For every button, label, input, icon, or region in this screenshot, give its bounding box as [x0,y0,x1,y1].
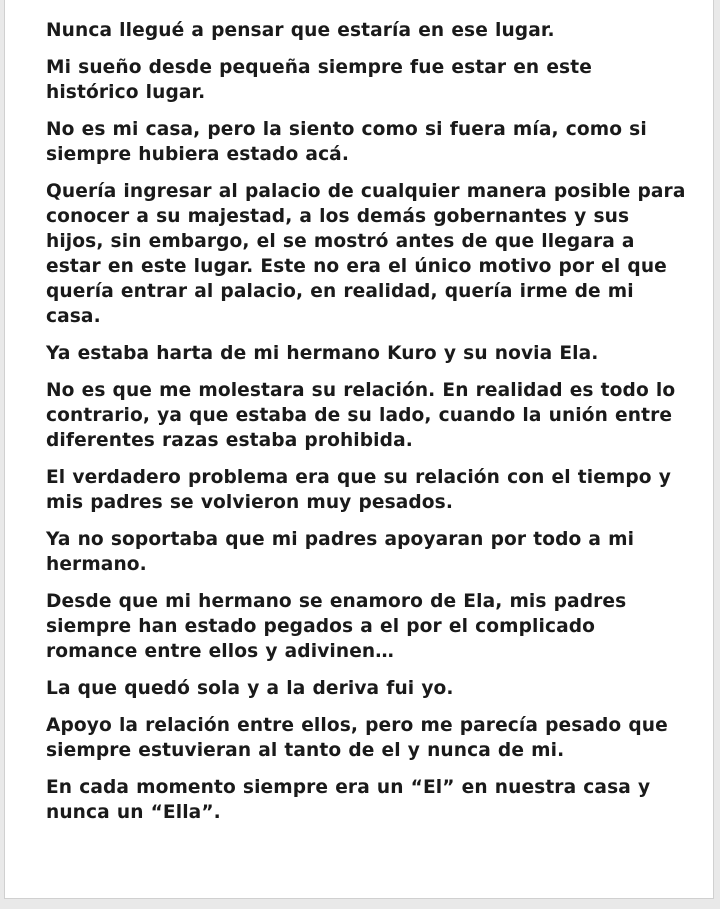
document-page [4,0,714,899]
paragraph: Nunca llegué a pensar que estaría en ese lugar. [46,20,555,41]
paragraph: En cada momento siempre era un “El” en nuestra casa y nunca un “Ella”. [46,777,651,823]
paragraph: Ya no soportaba que mi padres apoyaran por todo a mi hermano. [46,529,635,575]
paragraph: Apoyo la relación entre ellos, pero me parecía pesado que siempre estuvieran al tanto de el y nunca de mi. [46,715,668,761]
paragraph: Desde que mi hermano se enamoro de Ela, mis padres siempre han estado pegados a el por el complicado romance entre ellos y adivinen… [46,591,627,662]
document-body [46,18,686,837]
paragraph: El verdadero problema era que su relación con el tiempo y mis padres se volvieron muy pesados. [46,467,671,513]
paragraph: La que quedó sola y a la deriva fui yo. [46,678,454,699]
paragraph: Mi sueño desde pequeña siempre fue estar en este histórico lugar. [46,57,592,103]
paragraph: Quería ingresar al palacio de cualquier manera posible para conocer a su majestad, a los demás gobernantes y sus hijos, sin embargo, el se mostró antes de que llegara a estar en este lugar. Este no era el único motivo por el que quería entrar al palacio, en realidad, quería irme de mi casa. [46,181,686,327]
paragraph: No es que me molestara su relación. En realidad es todo lo contrario, ya que estaba de su lado, cuando la unión entre diferentes razas estaba prohibida. [46,380,676,451]
paragraph: Ya estaba harta de mi hermano Kuro y su novia Ela. [46,343,599,364]
paragraph: No es mi casa, pero la siento como si fuera mía, como si siempre hubiera estado acá. [46,119,647,165]
